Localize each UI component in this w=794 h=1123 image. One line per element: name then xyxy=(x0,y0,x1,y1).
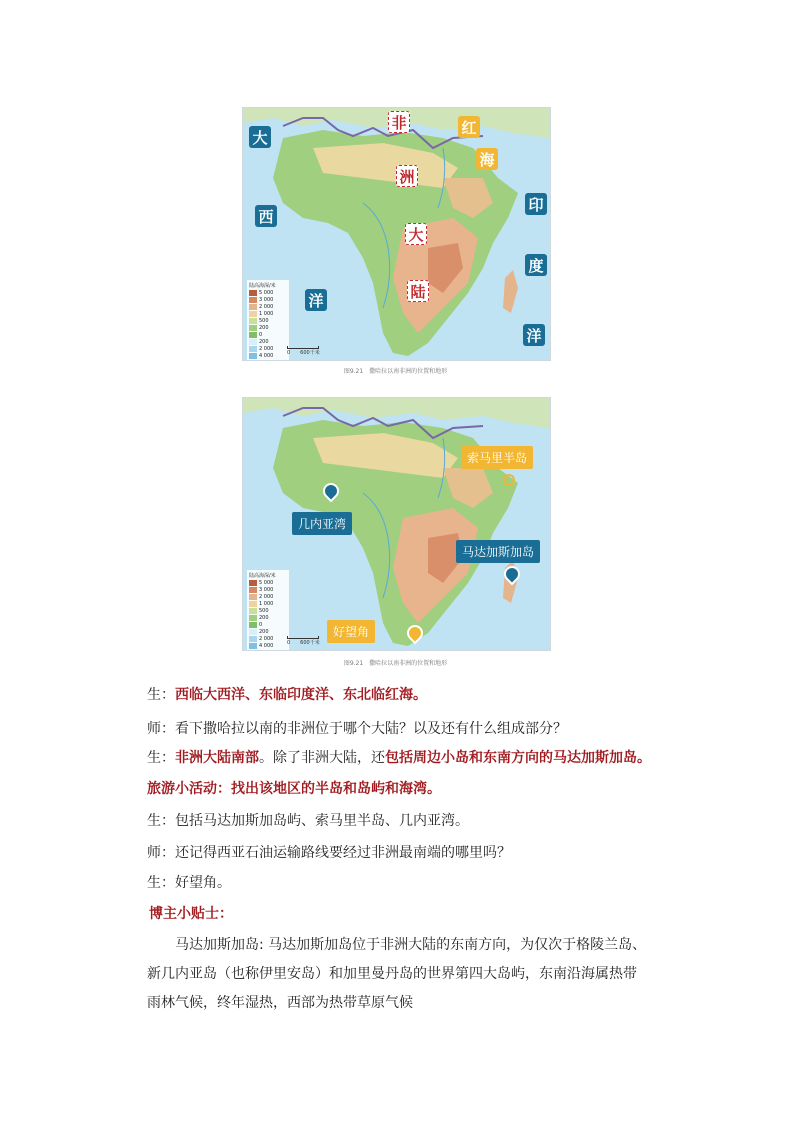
legend-value: 3 000 xyxy=(259,296,274,303)
dialogue-line-2: 师：看下撒哈拉以南的非洲位于哪个大陆？以及还有什么组成部分？ xyxy=(147,721,567,737)
legend-value: 200 xyxy=(259,614,269,621)
legend-value: 3 000 xyxy=(259,586,274,593)
label-hong: 红 xyxy=(458,116,480,138)
label-lu: 陆 xyxy=(407,280,429,302)
answer-highlight-1: 非洲大陆南部 xyxy=(175,750,259,766)
answer-text: 西临大西洋、东临印度洋、东北临红海。 xyxy=(175,687,427,703)
legend-value: 0 xyxy=(259,331,263,338)
legend-value: 200 xyxy=(259,628,269,635)
activity-heading: 旅游小活动：找出该地区的半岛和岛屿和海湾。 xyxy=(147,781,441,797)
legend-value: 2 000 xyxy=(259,303,274,310)
legend-value: 0 xyxy=(259,621,263,628)
label-dalu-da: 大 xyxy=(405,223,427,245)
scale-bar xyxy=(287,346,320,356)
dialogue-line-7: 生：好望角。 xyxy=(147,875,231,891)
legend-value: 200 xyxy=(259,338,269,345)
dialogue-line-1 xyxy=(147,685,427,705)
legend-value: 1 000 xyxy=(259,310,274,317)
scale-label: 0 600千米 xyxy=(287,640,320,646)
legend-value: 2 000 xyxy=(259,635,274,642)
place-label-cape: 好望角 xyxy=(327,620,375,643)
legend-value: 500 xyxy=(259,317,269,324)
figure-caption-2: 图9.21 撒哈拉以南非洲的位置和地形 xyxy=(343,660,448,667)
label-hai: 海 xyxy=(476,148,498,170)
answer-highlight-2: 包括周边小岛和东南方向的马达加斯加岛。 xyxy=(385,750,651,766)
figure-caption-1: 图9.21 撒哈拉以南非洲的位置和地形 xyxy=(343,368,448,375)
scale-label: 0 600千米 xyxy=(287,350,320,356)
legend-value: 5 000 xyxy=(259,289,274,296)
map-figure-1 xyxy=(242,107,551,361)
label-xi: 西 xyxy=(255,205,277,227)
label-du: 度 xyxy=(525,254,547,276)
legend-value: 4 000 xyxy=(259,352,274,359)
answer-normal: 。除了非洲大陆，还 xyxy=(259,750,385,766)
legend-title: 陆高海深/米 xyxy=(249,573,276,579)
elevation-legend xyxy=(247,280,289,361)
legend-value: 500 xyxy=(259,607,269,614)
legend-value: 1 000 xyxy=(259,600,274,607)
scale-bar xyxy=(287,636,320,646)
label-fei: 非 xyxy=(388,111,410,133)
tip-title: 博主小贴士： xyxy=(149,906,233,922)
label-zhou: 洲 xyxy=(396,165,418,187)
place-label-somali: 索马里半岛 xyxy=(461,446,533,469)
map-figure-2 xyxy=(242,397,551,651)
dialogue-line-3 xyxy=(147,748,651,768)
label-yang: 洋 xyxy=(305,289,327,311)
place-label-guinea: 几内亚湾 xyxy=(292,512,352,535)
label-yin: 印 xyxy=(525,193,547,215)
speaker-student: 生： xyxy=(147,687,175,703)
legend-value: 2 000 xyxy=(259,593,274,600)
label-yang2: 洋 xyxy=(523,324,545,346)
legend-value: 5 000 xyxy=(259,579,274,586)
legend-value: 2 000 xyxy=(259,345,274,352)
tip-body: 马达加斯加岛: 马达加斯加岛位于非洲大陆的东南方向，为仅次于格陵兰岛、新几内亚岛（也称伊里安岛）和加里曼丹岛的世界第四大岛屿，东南沿海属热带雨林气候，终年湿热，西部为热带草原气候 xyxy=(147,937,647,1011)
legend-title: 陆高海深/米 xyxy=(249,283,276,289)
legend-value: 200 xyxy=(259,324,269,331)
elevation-legend xyxy=(247,570,289,651)
dialogue-line-5: 生：包括马达加斯加岛屿、索马里半岛、几内亚湾。 xyxy=(147,813,469,829)
dialogue-line-6: 师：还记得西亚石油运输路线要经过非洲最南端的哪里吗？ xyxy=(147,845,511,861)
africa-map-1 xyxy=(243,108,550,360)
speaker-student: 生： xyxy=(147,750,175,766)
label-da: 大 xyxy=(249,126,271,148)
africa-map-2 xyxy=(243,398,550,650)
place-label-madagascar: 马达加斯加岛 xyxy=(456,540,540,563)
legend-value: 4 000 xyxy=(259,642,274,649)
